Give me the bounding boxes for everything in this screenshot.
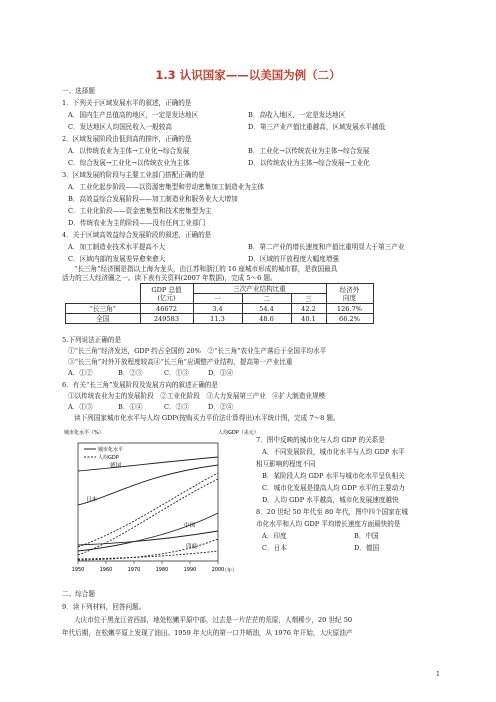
table-header-structure: 三次产业结构比重 (193, 284, 326, 294)
q2-option-b: B．工业化→以传统农业为主体→综合发展 (248, 147, 370, 155)
cell-tertiary: 40.1 (291, 314, 326, 324)
q6-option-a: A．①③ (68, 403, 93, 411)
cell-openness: 66.2% (326, 314, 373, 324)
y-axis-right-label: 人均GDP（美元） (218, 430, 259, 436)
x-axis-unit: （年） (222, 568, 238, 574)
q5-option-b: B．②③ (118, 369, 143, 377)
header-unit: (亿元) (157, 293, 176, 302)
q1-option-b: B．高收入地区，一定是发达地区 (248, 111, 346, 119)
x-tick-label: 1980 (155, 567, 169, 573)
q3-option-c: C．工业化阶段——资金密集型和技术密集型为主 (68, 207, 212, 215)
header-text: GDP 总值 (151, 285, 182, 294)
india-gdp-line (78, 551, 218, 559)
passage-line: 活力的三大经济圈之一。读下表有关资料(2007 年数据)，完成 5～6 题。 (62, 274, 277, 282)
q6-option-d: D．②④ (208, 403, 234, 411)
x-tick-label: 2000 (211, 567, 225, 573)
q4-option-c: C．区域内部的发展差异愈来愈大 (68, 255, 166, 263)
q5-option-a: A．①② (68, 369, 93, 377)
x-tick-label: 1960 (99, 567, 113, 573)
cell-secondary: 48.6 (242, 314, 291, 324)
header-text: 经济外 (339, 285, 360, 294)
q8-option-c: C．日本 (262, 544, 287, 552)
question-9-stem: 9．读下列材料，回答问题。 (62, 603, 146, 611)
q2-option-d: D．以传统农业为主体→综合发展→工业化 (248, 159, 370, 167)
country-label-india: 印度 (186, 544, 198, 550)
country-label-japan: 日本 (86, 497, 98, 503)
q5-option-d: D．①④ (208, 369, 234, 377)
x-tick-label: 1950 (71, 567, 85, 573)
passage-line: 读下列国家城市化水平与人均 GDP(按购买力平价法计算得出)水平统计图，完成 7～8 题。 (74, 414, 340, 422)
q3-option-b: B．高效益综合发展阶段——加工制造业和服务业大大增加 (68, 195, 238, 203)
q8-option-b: B．中国 (354, 532, 379, 540)
page-title: 1.3 认识国家——以美国为例（二） (155, 68, 341, 82)
passage-line: 年代后期，在松嫩平原上发现了油田。1959 年大庆的第一口井喷油，从 1976 年开始，大庆原油产 (62, 629, 353, 637)
q6-statements: ①以传统农业为主的发展阶段 ②工业化阶段 ③大力发展第三产业 ④扩大制造业规模 (68, 392, 326, 400)
q3-option-a: A．工业化起步阶段——以资源密集型和劳动密集加工制造业为主体 (68, 183, 264, 191)
y-axis-left-label: 城市化水平（%） (64, 430, 104, 436)
page-number: 1 (436, 671, 440, 678)
q4-option-d: D．区域的开放程度大幅度增强 (248, 255, 340, 263)
x-axis-ticks (72, 561, 225, 573)
q4-option-a: A．加工制造业技术水平提高不大 (68, 243, 166, 251)
header-text: 向度 (342, 293, 357, 302)
x-tick-label: 1970 (127, 567, 141, 573)
question-3-stem: 3．区域发展的阶段与主要工业部门搭配正确的是 (62, 171, 205, 179)
q7-option-c: C．城市化发展是提高人均 GDP 水平的主要动力 (262, 484, 405, 492)
q3-option-d: D．传统农业为主的阶段——没有任何工业部门 (68, 219, 206, 227)
table-header-openness (326, 284, 373, 304)
q7-option-d: D．人均 GDP 水平越高，城市化发展速度越快 (262, 496, 399, 504)
q1-option-a: A．国内生产总值高的地区，一定是发达地区 (68, 111, 199, 119)
question-4-stem: 4．关于区域高效益综合发展阶段的叙述，正确的是 (62, 231, 212, 239)
cell-tertiary: 42.2 (291, 304, 326, 314)
question-8-stem: 8．20 世纪 50 年代至 80 年代，图中四个国家在城 (256, 508, 408, 516)
yangtze-delta-table (65, 283, 374, 324)
question-6-stem: 6．有关“长三角”发展阶段及发展方向的叙述正确的是 (62, 381, 218, 389)
q1-option-d: D．第三产业产值比重越高，区域发展水平越低 (248, 123, 386, 131)
cell-primary: 3.4 (193, 304, 242, 314)
q2-option-c: C．综合发展→工业化→以传统农业为主体 (68, 159, 190, 167)
table-header-tertiary: 三 (291, 294, 326, 304)
cell-gdp: 46672 (140, 304, 193, 314)
q8-option-a: A．印度 (262, 532, 287, 540)
passage-line: 大庆市位于黑龙江省西部，地处松嫩平原中部，过去是一片茫茫的荒原，人烟稀少，20 世纪 50 (74, 616, 353, 624)
cell-secondary: 54.4 (242, 304, 291, 314)
passage-line: “长三角”经济圈是指以上海为龙头，由江苏和浙江的 16 座城市形成的城市群，是我国最具 (74, 265, 338, 273)
question-8-stem-cont: 市化水平和人均 GDP 平均增长速度方面最快的是 (256, 520, 401, 528)
legend-urbanization: 城市化水平 (98, 447, 124, 453)
row-label: 全国 (66, 314, 141, 324)
cell-gdp: 249583 (140, 314, 193, 324)
question-7-stem: 7．图中反映的城市化与人均 GDP 的关系是 (256, 436, 385, 444)
country-label-germany: 德国 (110, 463, 122, 469)
table-header-secondary: 二 (242, 294, 291, 304)
section-heading: 二、综合题 (62, 590, 95, 598)
cell-primary: 11.3 (193, 314, 242, 324)
urbanization-gdp-chart (62, 427, 259, 577)
row-label: “长三角” (66, 304, 141, 314)
table-corner (66, 284, 141, 304)
cell-openness: 126.7% (326, 304, 373, 314)
q5-option-c: C．①③ (164, 369, 189, 377)
table-header-primary: 一 (193, 294, 242, 304)
table-row (66, 304, 374, 314)
question-5-stem: 5.下列说法正确的是 (62, 336, 122, 344)
q4-option-b: B．第二产业的增长速度和产值比重明显大于第三产业 (248, 243, 405, 251)
germany-gdp-line (78, 473, 218, 547)
q8-option-d: D．德国 (354, 544, 380, 552)
q5-statements: ③“长三角”对外开放程度较高④“长三角”应调整产业结构，提高第一产业比重 (68, 358, 293, 366)
table-row (66, 314, 374, 324)
legend-gdp: 人均GDP (98, 455, 119, 461)
q6-option-c: C．②③ (164, 403, 189, 411)
section-heading: 一、选择题 (62, 87, 95, 95)
q7-option-a: A．不同发展阶段，城市化水平与人均 GDP 水平 (262, 448, 405, 456)
q7-option-a-cont: 相互影响的程度不同 (256, 460, 316, 468)
question-2-stem: 2．区域发展阶段由低到高的排序，正确的是 (62, 135, 192, 143)
q7-option-b: B．某阶段人均 GDP 水平与城市化水平呈负相关 (262, 472, 405, 480)
q2-option-a: A．以传统农业为主体→工业化→综合发展 (68, 147, 190, 155)
q6-option-b: B．①④ (118, 403, 143, 411)
q1-option-c: C．发达地区人均国民收入一般较高 (68, 123, 172, 131)
question-1-stem: 1．下列关于区域发展水平的叙述，正确的是 (62, 99, 192, 107)
x-tick-label: 1990 (183, 567, 197, 573)
q5-statements: ①“长三角”经济发达，GDP 约占全国的 20% ②“长三角”农业生产落后于全国平均水平 (68, 347, 327, 355)
country-label-china: 中国 (184, 523, 196, 529)
table-header-gdp (140, 284, 193, 304)
